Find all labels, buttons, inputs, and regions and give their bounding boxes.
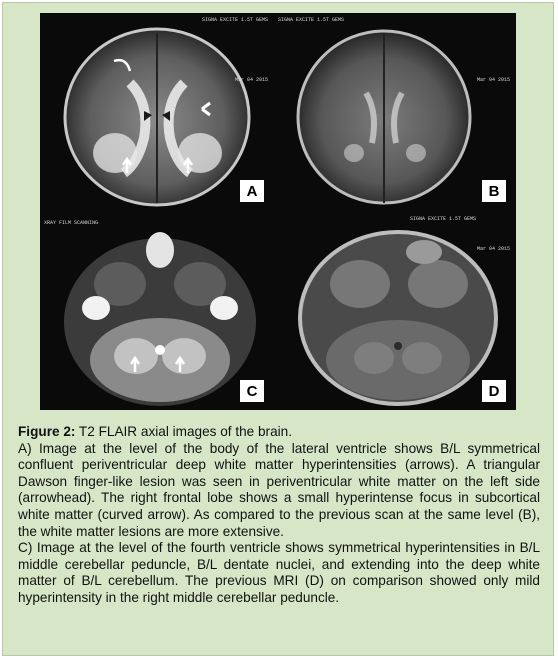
brain-axial-image-c [40,210,274,410]
mri-panel-a [40,13,274,210]
panel-label-a: A [240,180,264,202]
panel-label-d: D [482,380,506,402]
scanner-overlay-text: SIGNA EXCITE 1.5T GEMS [278,17,345,23]
caption-paragraph-c: C) Image at the level of the fourth ventricle shows symmetrical hyperintensities in B/L middle cerebellar peduncle, B/L dentate nuclei, and extending into the deep white matter of B/L cerebellum. The previous MRI (D) on comparison showed only mild hyperintensity in the right middle cerebellar peduncle. [18,540,540,605]
caption-paragraph-a: A) Image at the level of the body of the lateral ventricle shows B/L symmetrical confluent periventricular deep white matter hyperintensities (arrows). A triangular Dawson finger-like lesion was seen in periventricular white matter on the left side (arrowhead). The right frontal lobe shows a small hyperintense focus in subcortical white matter (curved arrow). As compared to the previous scan at the same level (B), the white matter lesions are more extensive. [18,440,540,539]
figure-caption [18,424,540,607]
mri-panel-d [274,210,516,410]
caption-title-rest: T2 FLAIR axial images of the brain. [75,424,293,439]
brain-axial-image-d [274,210,516,410]
caption-title: Figure 2: [18,424,76,439]
date-overlay-text: Mar 04 2015 [234,77,268,83]
caption-title-line [18,424,540,441]
scan-source-overlay-text: XRAY FILM SCANNING [44,220,99,226]
scanner-overlay-text: SIGNA EXCITE 1.5T GEMS [201,17,268,23]
brain-axial-image-a [40,13,274,210]
brain-axial-image-b [274,13,516,210]
panel-label-b: B [482,180,506,202]
date-overlay-text: Mar 04 2015 [476,246,510,252]
scanner-overlay-text: SIGNA EXCITE 1.5T GEMS [409,216,476,222]
mri-panel-b [274,13,516,210]
panel-label-c: C [240,380,264,402]
date-overlay-text: Mar 04 2015 [476,77,510,83]
mri-panel-c [40,210,274,410]
